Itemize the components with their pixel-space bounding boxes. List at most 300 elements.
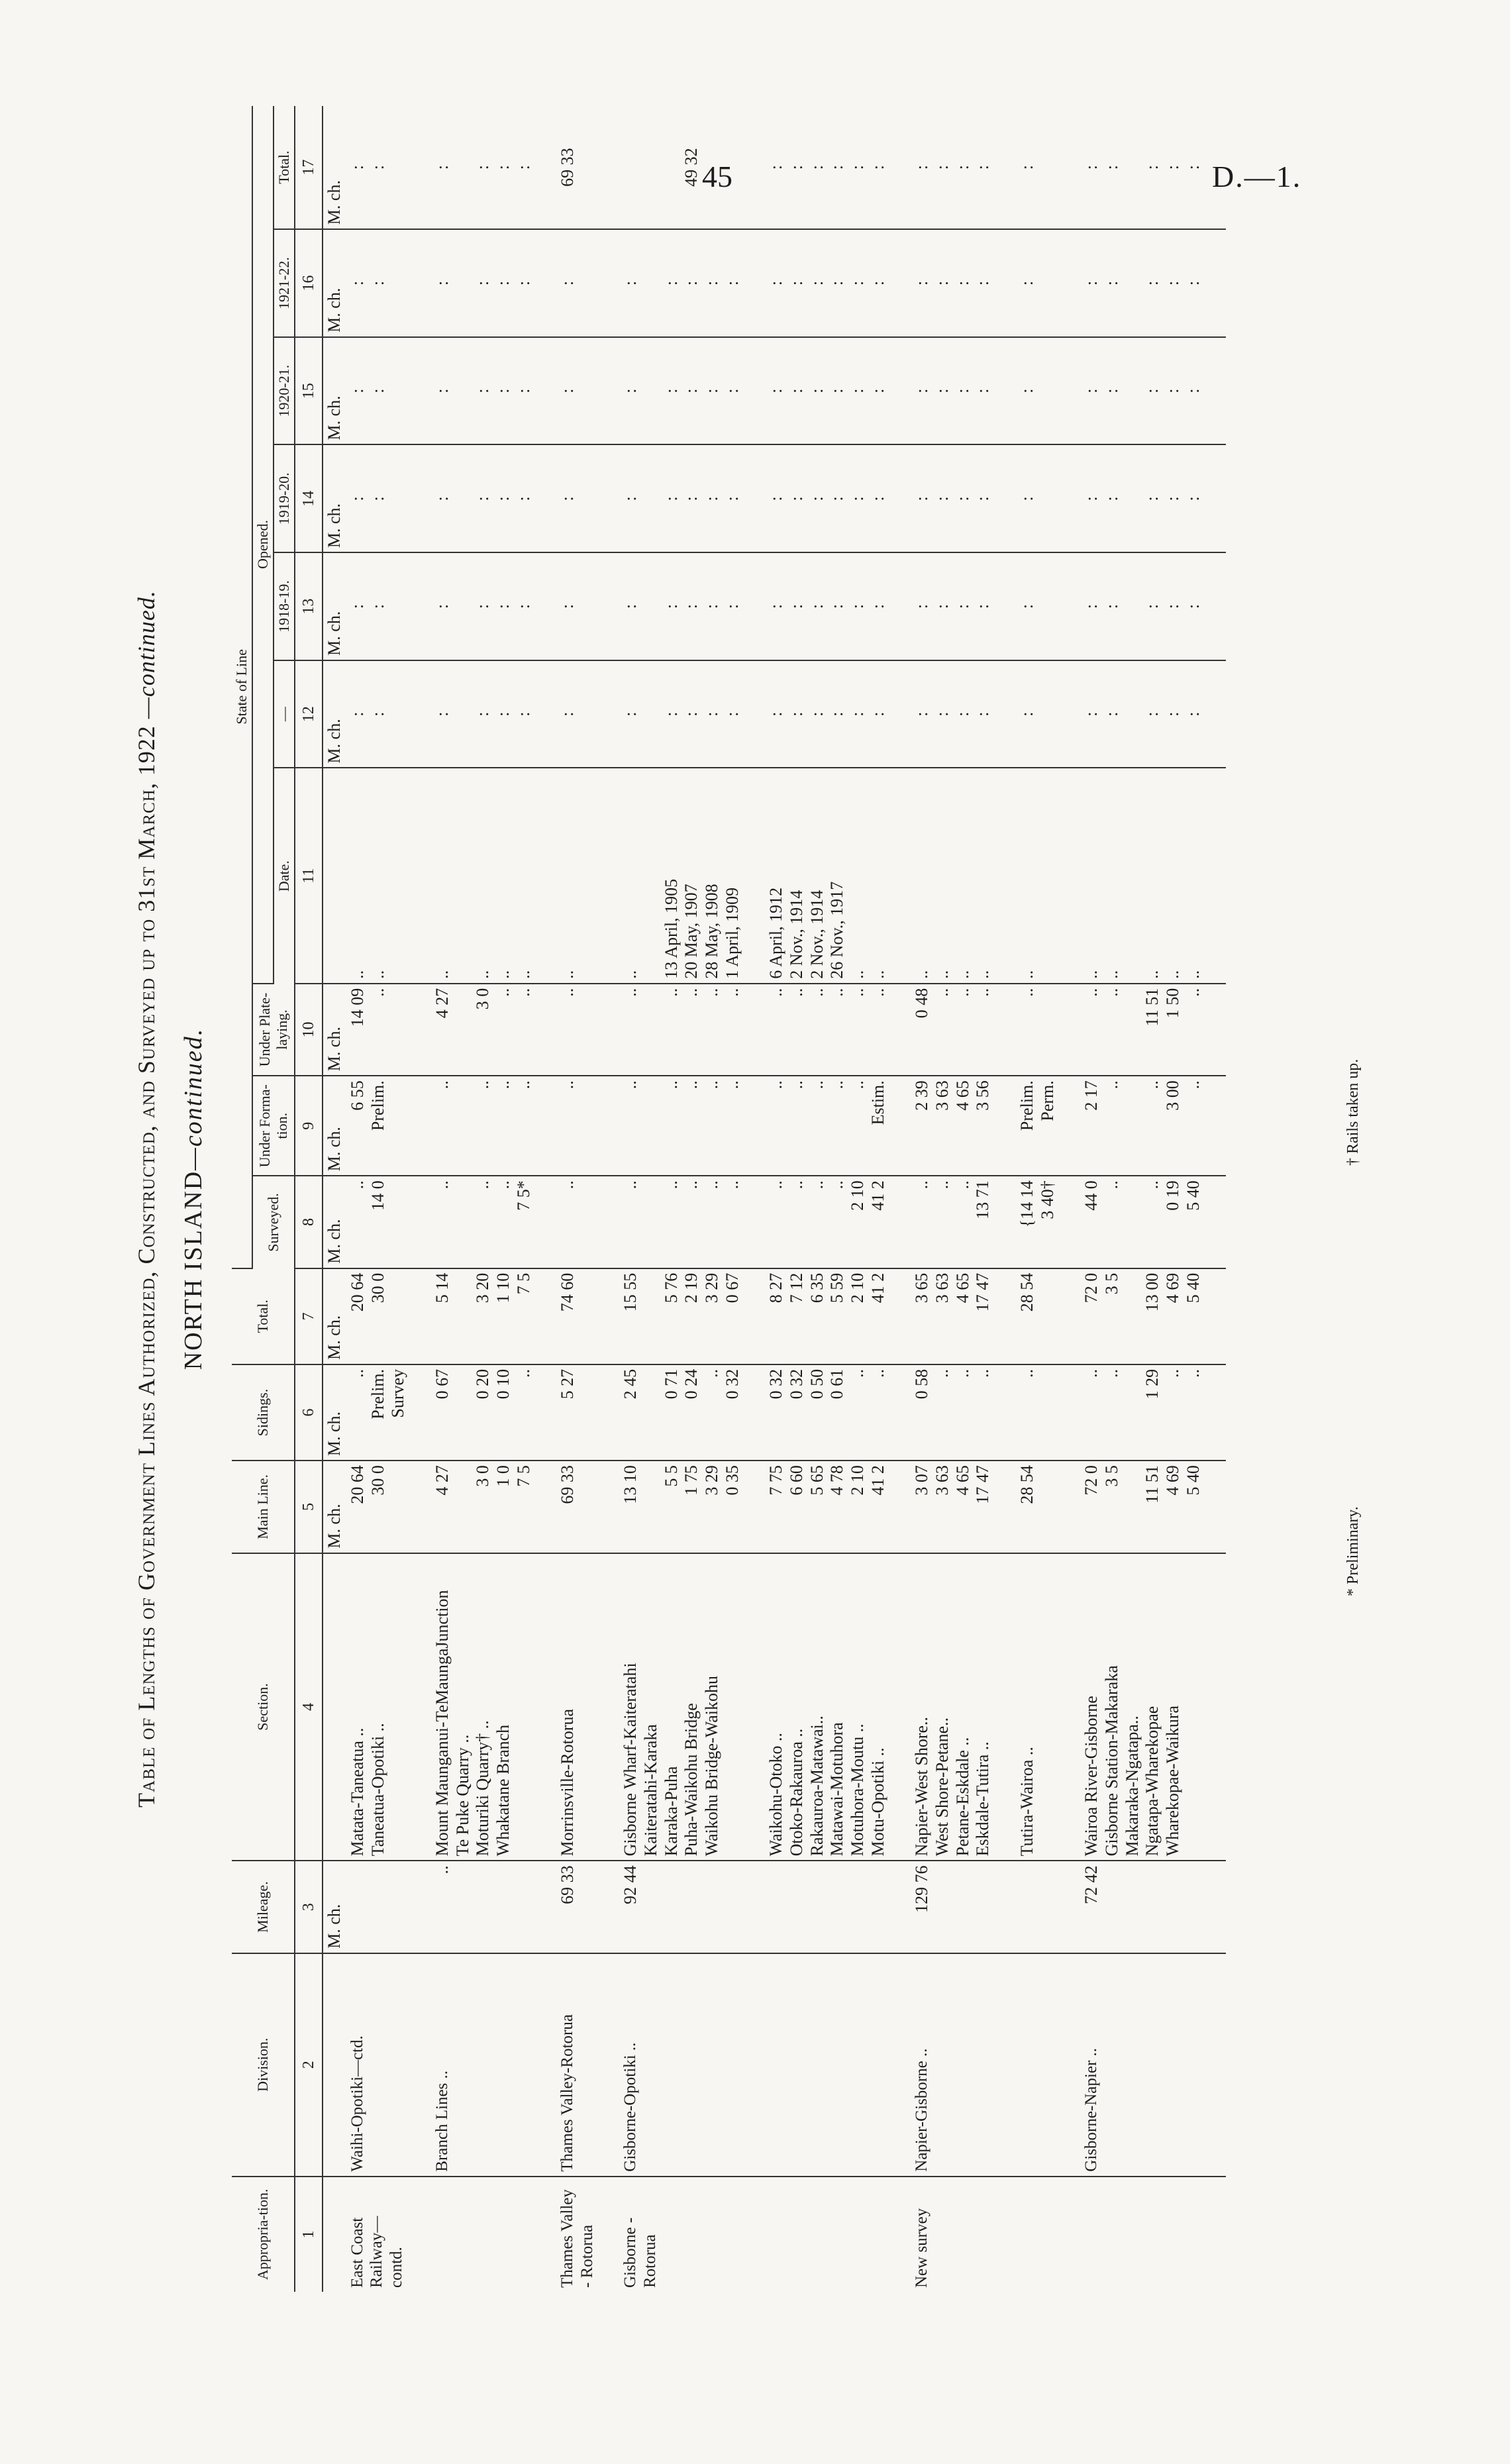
- spacer-cell: [1059, 1364, 1080, 1461]
- spacer-cell: [535, 660, 556, 768]
- cell-total: 74 60: [556, 1268, 598, 1364]
- spacer-cell: [889, 1176, 911, 1268]
- spacer-cell: [1059, 337, 1080, 445]
- unit-label: M. ch.: [323, 106, 346, 229]
- unit-label: M. ch.: [323, 1268, 346, 1364]
- cell-section: Wairoa River-Gisborne Gisborne Station-Makaraka Makaraka-Ngatapa.. Ngatapa-Wharekopae Wharekopae-Waikura: [1080, 1553, 1205, 1861]
- cell-total: 20 64 30 0: [346, 1268, 410, 1364]
- col-number: 13: [295, 552, 323, 660]
- cell-opened-1918-19: :: [556, 552, 598, 660]
- cell-surveyed: 44 0 .. .. 0 19 5 40: [1080, 1176, 1205, 1268]
- spacer-cell: [598, 660, 619, 768]
- cell-opened-total: : : : : : :: [765, 106, 889, 229]
- header-total: Total.: [232, 1268, 295, 1364]
- cell-sidings: 5 27: [556, 1364, 598, 1461]
- cell-date-opened: ..: [1016, 768, 1059, 983]
- cell-total: 8 27 7 12 6 35 5 59 2 10 41 2: [765, 1268, 889, 1364]
- spacer-cell: [995, 1268, 1016, 1364]
- spacer-cell: [598, 1553, 619, 1861]
- cell-under-platelaying: .. .. .. .. ..: [619, 984, 744, 1076]
- header-appropriation: Appropria-tion.: [232, 2177, 295, 2292]
- cell-total: 3 65 3 63 4 65 17 47: [911, 1268, 995, 1364]
- header-sidings: Sidings.: [232, 1364, 295, 1461]
- spacer-cell: [889, 1553, 911, 1861]
- cell-opened-1921-22: : :: [346, 229, 410, 337]
- table-title-main: Table of Lengths of Government Lines Authorized, Constructed, and Surveyed up to 31st March, 1922: [133, 725, 160, 1808]
- table-body: [323, 106, 1226, 2292]
- spacer-cell: [1059, 1953, 1080, 2177]
- cell-opened-1921-22: : : : :: [431, 229, 535, 337]
- spacer-cell: [1205, 1268, 1226, 1364]
- spacer-cell: [995, 1861, 1016, 1953]
- spacer-cell: [995, 337, 1016, 445]
- cell-total: 15 55 5 76 2 19 3 29 0 67: [619, 1268, 744, 1364]
- header-surveyed: Surveyed.: [252, 1176, 295, 1268]
- cell-opened-total: 49 32: [619, 106, 744, 229]
- cell-under-formation: ..: [556, 1076, 598, 1176]
- spacer-cell: [410, 106, 431, 229]
- cell-division: [1016, 1953, 1059, 2177]
- subtitle-main: NORTH ISLAND: [179, 1170, 207, 1370]
- cell-opened-total: : :: [346, 106, 410, 229]
- spacer-cell: [598, 1268, 619, 1364]
- spacer-cell: [889, 552, 911, 660]
- spacer-cell: [995, 768, 1016, 983]
- spacer-cell: [1205, 768, 1226, 983]
- cell-main-line: 7 75 6 60 5 65 4 78 2 10 41 2: [765, 1461, 889, 1553]
- cell-mileage: [765, 1861, 889, 1953]
- header-main-line: Main Line.: [232, 1461, 295, 1553]
- cell-date-opened: ..: [556, 768, 598, 983]
- unit-label: M. ch.: [323, 1861, 346, 1953]
- cell-opened-1919-20: : : : :: [911, 445, 995, 553]
- spacer-cell: [889, 984, 911, 1076]
- spacer-cell: [1205, 1364, 1226, 1461]
- spacer-cell: [1059, 1553, 1080, 1861]
- spacer-cell: [535, 337, 556, 445]
- cell-opened-1918-19: : :: [346, 552, 410, 660]
- spacer-cell: [744, 1268, 765, 1364]
- cell-section: Waikohu-Otoko .. Otoko-Rakauroa .. Rakauroa-Matawai.. Matawai-Motuhora Motuhora-Moutu .. Motu-Opotiki ..: [765, 1553, 889, 1861]
- header-date: Date.: [274, 768, 295, 983]
- col-number: 8: [295, 1176, 323, 1268]
- col-number: 12: [295, 660, 323, 768]
- spacer-cell: [598, 106, 619, 229]
- rotated-table-sheet: [132, 106, 1378, 2292]
- cell-opened-dash: : : : : :: [1080, 660, 1205, 768]
- header-under-platelaying: Under Plate-laying.: [252, 984, 295, 1076]
- spacer-cell: [889, 1076, 911, 1176]
- spacer-cell: [1059, 1861, 1080, 1953]
- spacer-cell: [535, 1176, 556, 1268]
- spacer-cell: [744, 1176, 765, 1268]
- spacer-cell: [1059, 552, 1080, 660]
- cell-opened-1921-22: : : : : :: [1080, 229, 1205, 337]
- cell-sidings: 2 45 0 71 0 24 .. 0 32: [619, 1364, 744, 1461]
- cell-opened-1918-19: : : : :: [431, 552, 535, 660]
- cell-main-line: 72 0 3 5 11 51 4 69 5 40: [1080, 1461, 1205, 1553]
- spacer-cell: [535, 106, 556, 229]
- cell-sidings: 0 58 .. .. ..: [911, 1364, 995, 1461]
- header-state-of-line: State of Line: [232, 106, 252, 1268]
- cell-opened-dash: : : : :: [431, 660, 535, 768]
- spacer-cell: [410, 984, 431, 1076]
- spacer-cell: [889, 1364, 911, 1461]
- cell-opened-total: : : : : :: [1080, 106, 1205, 229]
- spacer-cell: [535, 2177, 556, 2292]
- spacer-cell: [744, 229, 765, 337]
- spacer-cell: [1205, 337, 1226, 445]
- cell-opened-1920-21: : : : : : :: [765, 337, 889, 445]
- cell-sidings: 0 32 0 32 0 50 0 61 .. ..: [765, 1364, 889, 1461]
- table-row: [911, 106, 995, 2292]
- cell-division: Gisborne-Napier ..: [1080, 1953, 1205, 2177]
- col-number: 4: [295, 1553, 323, 1861]
- spacer-cell: [744, 1364, 765, 1461]
- spacer-cell: [1059, 1461, 1080, 1553]
- cell-under-formation: .. .. .. .. ..: [619, 1076, 744, 1176]
- spacer-cell: [995, 552, 1016, 660]
- cell-division: Branch Lines ..: [431, 1953, 535, 2177]
- spacer-cell: [995, 660, 1016, 768]
- cell-main-line: 4 27 3 0 1 0 7 5: [431, 1461, 535, 1553]
- table-title: [132, 106, 160, 2292]
- cell-under-platelaying: 14 09 ..: [346, 984, 410, 1076]
- cell-sidings: 0 67 0 20 0 10 ..: [431, 1364, 535, 1461]
- col-number: 15: [295, 337, 323, 445]
- header-1921-22: 1921-22.: [274, 229, 295, 337]
- cell-opened-1921-22: : : : : :: [619, 229, 744, 337]
- spacer-cell: [1059, 229, 1080, 337]
- table-row: [619, 106, 744, 2292]
- spacer-cell: [889, 660, 911, 768]
- table-row: [1016, 106, 1059, 2292]
- cell-mileage: 129 76: [911, 1861, 995, 1953]
- cell-surveyed: .. .. .. .. ..: [619, 1176, 744, 1268]
- cell-opened-total: 69 33: [556, 106, 598, 229]
- spacer-cell: [1205, 1176, 1226, 1268]
- document-reference: D.—1.: [1212, 160, 1302, 193]
- spacer-cell: [1205, 229, 1226, 337]
- cell-date-opened: .. .. .. ..: [431, 768, 535, 983]
- cell-division: [765, 1953, 889, 2177]
- cell-opened-1918-19: : : : : :: [619, 552, 744, 660]
- spacer-cell: [744, 1461, 765, 1553]
- cell-under-formation: 6 55 Prelim.: [346, 1076, 410, 1176]
- col-number: 11: [295, 768, 323, 983]
- cell-opened-1919-20: : : : : :: [1080, 445, 1205, 553]
- unit-label: M. ch.: [323, 1364, 346, 1461]
- spacer-cell: [744, 2177, 765, 2292]
- cell-opened-dash: : :: [346, 660, 410, 768]
- unit-label: M. ch.: [323, 337, 346, 445]
- cell-date-opened: 6 April, 1912 2 Nov., 1914 2 Nov., 1914 26 Nov., 1917 .. ..: [765, 768, 889, 983]
- spacer-cell: [889, 1953, 911, 2177]
- header-1918-19: 1918-19.: [274, 552, 295, 660]
- cell-appropriation: [1080, 2177, 1205, 2292]
- header-division: Division.: [232, 1953, 295, 2177]
- cell-date-opened: .. .. .. ..: [911, 768, 995, 983]
- spacer-cell: [535, 229, 556, 337]
- cell-opened-1920-21: : : : : :: [1080, 337, 1205, 445]
- spacer-cell: [535, 1861, 556, 1953]
- spacer-cell: [744, 768, 765, 983]
- spacer-cell: [1205, 984, 1226, 1076]
- spacer-cell: [889, 229, 911, 337]
- cell-division: Thames Valley-Rotorua: [556, 1953, 598, 2177]
- spacer-cell: [1059, 1076, 1080, 1176]
- cell-main-line: 13 10 5 5 1 75 3 29 0 35: [619, 1461, 744, 1553]
- cell-appropriation: [431, 2177, 535, 2292]
- spacer-cell: [598, 2177, 619, 2292]
- spacer-cell: [1059, 2177, 1080, 2292]
- col-number: 7: [295, 1268, 323, 1364]
- spacer-cell: [410, 337, 431, 445]
- table-title-continued: —continued.: [133, 590, 160, 719]
- subtitle-continued: —continued.: [179, 1027, 207, 1170]
- cell-under-platelaying: .. .. 11 51 1 50 ..: [1080, 984, 1205, 1076]
- cell-section: Morrinsville-Rotorua: [556, 1553, 598, 1861]
- spacer-cell: [744, 1861, 765, 1953]
- row-spacer: [995, 106, 1016, 2292]
- spacer-cell: [598, 1461, 619, 1553]
- cell-opened-1920-21: : : : :: [911, 337, 995, 445]
- cell-section: Mount Maunganui-TeMaungaJunction Te Puke Quarry .. Moturiki Quarry† .. Whakatane Branch: [431, 1553, 535, 1861]
- cell-opened-1920-21: : :: [346, 337, 410, 445]
- cell-opened-dash: : : : :: [911, 660, 995, 768]
- header-under-formation: Under Forma-tion.: [252, 1076, 295, 1176]
- row-spacer: [1059, 106, 1080, 2292]
- cell-appropriation: East Coast Railway—contd.: [348, 2216, 405, 2288]
- cell-opened-total: :: [1016, 106, 1059, 229]
- unit-label: M. ch.: [323, 552, 346, 660]
- cell-surveyed: .. 14 0: [346, 1176, 410, 1268]
- spacer-cell: [535, 552, 556, 660]
- spacer-cell: [744, 445, 765, 553]
- spacer-cell: [995, 1953, 1016, 2177]
- col-number: 6: [295, 1364, 323, 1461]
- spacer-cell: [410, 1268, 431, 1364]
- spacer-cell: [410, 768, 431, 983]
- spacer-cell: [410, 660, 431, 768]
- cell-under-formation: .. .. .. .. .. Estim.: [765, 1076, 889, 1176]
- cell-opened-1920-21: :: [556, 337, 598, 445]
- col-number: 17: [295, 106, 323, 229]
- spacer-cell: [598, 1953, 619, 2177]
- spacer-cell: [744, 337, 765, 445]
- cell-under-formation: .. .. .. ..: [431, 1076, 535, 1176]
- spacer-cell: [410, 1861, 431, 1953]
- cell-under-formation: Prelim. Perm.: [1016, 1076, 1059, 1176]
- spacer-cell: [598, 768, 619, 983]
- row-spacer: [889, 106, 911, 2292]
- cell-section: Gisborne Wharf-Kaiteratahi Kaiteratahi-Karaka Karaka-Puha Puha-Waikohu Bridge Waikohu Bridge-Waikohu: [619, 1553, 744, 1861]
- header-total-opened: Total.: [274, 106, 295, 229]
- spacer-cell: [889, 445, 911, 553]
- spacer-cell: [744, 984, 765, 1076]
- spacer-cell: [598, 1076, 619, 1176]
- table-row: [1080, 106, 1205, 2292]
- col-number: 3: [295, 1861, 323, 1953]
- cell-division: Waihi-Opotiki—ctd.: [346, 1953, 410, 2177]
- spacer-cell: [1205, 1953, 1226, 2177]
- spacer-cell: [1205, 1076, 1226, 1176]
- cell-date-opened: .. .. .. .. ..: [1080, 768, 1205, 983]
- cell-opened-dash: :: [1016, 660, 1059, 768]
- cell-appropriation: New survey: [913, 2208, 931, 2288]
- spacer-cell: [410, 1076, 431, 1176]
- cell-section: Matata-Taneatua .. Taneatua-Opotiki ..: [346, 1553, 410, 1861]
- spacer-cell: [995, 106, 1016, 229]
- spacer-cell: [1059, 1176, 1080, 1268]
- cell-opened-1919-20: :: [556, 445, 598, 553]
- cell-opened-1920-21: : : : : :: [619, 337, 744, 445]
- spacer-cell: [744, 552, 765, 660]
- cell-opened-dash: : : : : :: [619, 660, 744, 768]
- cell-mileage: [346, 1861, 410, 1953]
- spacer-cell: [995, 1176, 1016, 1268]
- spacer-cell: [410, 552, 431, 660]
- cell-opened-1921-22: : : : :: [911, 229, 995, 337]
- spacer-cell: [1205, 106, 1226, 229]
- spacer-cell: [410, 2177, 431, 2292]
- cell-mileage: 72 42: [1080, 1861, 1205, 1953]
- cell-sidings: .. Prelim. Survey: [346, 1364, 410, 1461]
- spacer-cell: [598, 337, 619, 445]
- spacer-cell: [598, 1364, 619, 1461]
- spacer-cell: [598, 552, 619, 660]
- cell-under-platelaying: 0 48 .. .. ..: [911, 984, 995, 1076]
- spacer-cell: [410, 229, 431, 337]
- cell-opened-1921-22: :: [556, 229, 598, 337]
- spacer-cell: [1059, 660, 1080, 768]
- cell-total: 28 54: [1016, 1268, 1059, 1364]
- spacer-cell: [995, 984, 1016, 1076]
- spacer-cell: [410, 1953, 431, 2177]
- cell-opened-1920-21: : : : :: [431, 337, 535, 445]
- spacer-cell: [535, 1953, 556, 2177]
- spacer-cell: [995, 1076, 1016, 1176]
- cell-section: Tutira-Wairoa ..: [1016, 1553, 1059, 1861]
- cell-under-platelaying: ..: [556, 984, 598, 1076]
- spacer-cell: [598, 1861, 619, 1953]
- spacer-cell: [598, 984, 619, 1076]
- cell-opened-total: : : : :: [431, 106, 535, 229]
- spacer-cell: [995, 445, 1016, 553]
- spacer-cell: [889, 1861, 911, 1953]
- cell-appropriation: Gisborne - Rotorua: [621, 2217, 659, 2288]
- cell-mileage: [1016, 1861, 1059, 1953]
- cell-mileage: 92 44: [619, 1861, 744, 1953]
- table-row: [765, 106, 889, 2292]
- spacer-cell: [535, 768, 556, 983]
- cell-total: 72 0 3 5 13 00 4 69 5 40: [1080, 1268, 1205, 1364]
- cell-total: 5 14 3 20 1 10 7 5: [431, 1268, 535, 1364]
- cell-surveyed: ..: [556, 1176, 598, 1268]
- spacer-cell: [889, 1461, 911, 1553]
- unit-label: M. ch.: [323, 660, 346, 768]
- spacer-cell: [995, 2177, 1016, 2292]
- cell-division: Napier-Gisborne ..: [911, 1953, 995, 2177]
- cell-main-line: 69 33: [556, 1461, 598, 1553]
- cell-opened-dash: :: [556, 660, 598, 768]
- cell-surveyed: .. .. .. .. 2 10 41 2: [765, 1176, 889, 1268]
- col-number: 2: [295, 1953, 323, 2177]
- cell-opened-1920-21: :: [1016, 337, 1059, 445]
- col-number: 16: [295, 229, 323, 337]
- spacer-cell: [744, 1553, 765, 1861]
- cell-surveyed: .. .. .. 13 71: [911, 1176, 995, 1268]
- row-spacer: [598, 106, 619, 2292]
- spacer-cell: [889, 1268, 911, 1364]
- col-number: 5: [295, 1461, 323, 1553]
- spacer-cell: [1059, 984, 1080, 1076]
- cell-appropriation: [1016, 2177, 1059, 2292]
- cell-surveyed: {14 14 3 40†: [1016, 1176, 1059, 1268]
- cell-under-formation: 2 17 .. .. 3 00 ..: [1080, 1076, 1205, 1176]
- spacer-cell: [995, 1461, 1016, 1553]
- cell-opened-1921-22: :: [1016, 229, 1059, 337]
- spacer-cell: [1205, 2177, 1226, 2292]
- spacer-cell: [1205, 1553, 1226, 1861]
- table-row: [556, 106, 598, 2292]
- cell-opened-1921-22: : : : : : :: [765, 229, 889, 337]
- header-opened: Opened.: [252, 106, 274, 984]
- spacer-cell: [410, 1364, 431, 1461]
- cell-date-opened: .. 13 April, 1905 20 May, 1907 28 May, 1908 1 April, 1909: [619, 768, 744, 983]
- cell-opened-1919-20: : : : : :: [619, 445, 744, 553]
- spacer-cell: [1059, 768, 1080, 983]
- spacer-cell: [744, 1953, 765, 2177]
- cell-opened-total: : : : :: [911, 106, 995, 229]
- spacer-cell: [744, 660, 765, 768]
- spacer-cell: [1059, 106, 1080, 229]
- spacer-cell: [995, 1553, 1016, 1861]
- cell-under-formation: 2 39 3 63 4 65 3 56: [911, 1076, 995, 1176]
- cell-sidings: ..: [1016, 1364, 1059, 1461]
- cell-date-opened: .. ..: [346, 768, 410, 983]
- cell-opened-dash: : : : : : :: [765, 660, 889, 768]
- cell-opened-1918-19: :: [1016, 552, 1059, 660]
- cell-surveyed: .. .. .. 7 5*: [431, 1176, 535, 1268]
- col-number: 9: [295, 1076, 323, 1176]
- cell-opened-1919-20: : :: [346, 445, 410, 553]
- spacer-cell: [535, 1076, 556, 1176]
- spacer-cell: [535, 1364, 556, 1461]
- footnote-preliminary: * Preliminary.: [1344, 1506, 1362, 1596]
- unit-label: M. ch.: [323, 1461, 346, 1553]
- spacer-cell: [995, 229, 1016, 337]
- spacer-cell: [1059, 1268, 1080, 1364]
- cell-mileage: 69 33: [556, 1861, 598, 1953]
- table-row: [346, 106, 410, 2292]
- cell-sidings: .. .. 1 29 .. ..: [1080, 1364, 1205, 1461]
- spacer-cell: [410, 1176, 431, 1268]
- spacer-cell: [535, 984, 556, 1076]
- cell-opened-1918-19: : : : : : :: [765, 552, 889, 660]
- cell-main-line: 3 07 3 63 4 65 17 47: [911, 1461, 995, 1553]
- cell-under-platelaying: .. .. .. .. .. ..: [765, 984, 889, 1076]
- header-mileage: Mileage.: [232, 1861, 295, 1953]
- cell-appropriation: Thames Valley - Rotorua: [558, 2189, 596, 2288]
- cell-division: Gisborne-Opotiki ..: [619, 1953, 744, 2177]
- unit-label: M. ch.: [323, 1176, 346, 1268]
- spacer-cell: [598, 1176, 619, 1268]
- header-dash: —: [274, 660, 295, 768]
- header-section: Section.: [232, 1553, 295, 1861]
- row-spacer: [744, 106, 765, 2292]
- header-1920-21: 1920-21.: [274, 337, 295, 445]
